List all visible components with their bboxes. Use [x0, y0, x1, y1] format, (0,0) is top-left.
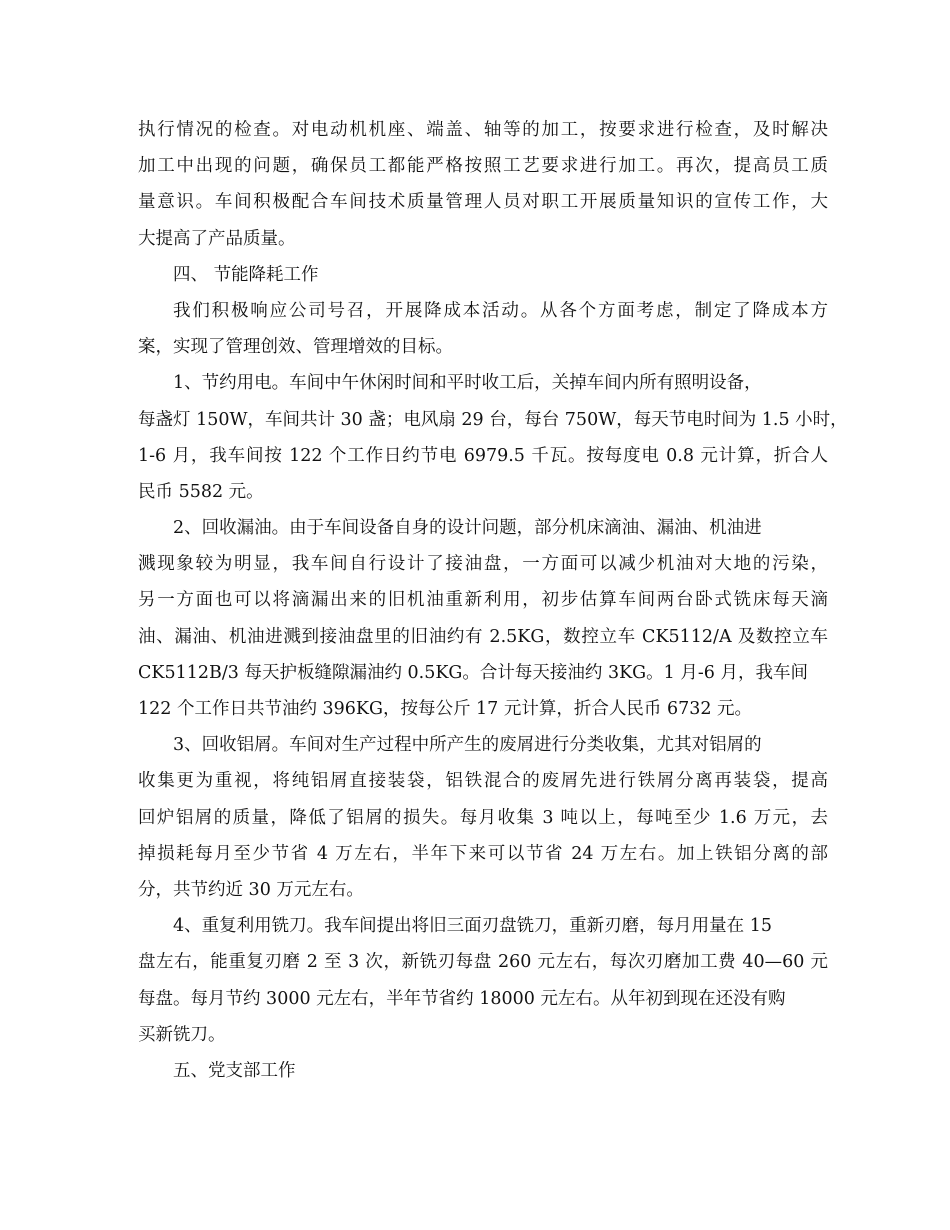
text-line: 3、回收铝屑。车间对生产过程中所产生的废屑进行分类收集，尤其对铝屑的 — [173, 735, 762, 756]
text-line: 加工中出现的问题，确保员工都能严格按照工艺要求进行加工。再次，提高员工质 — [138, 156, 828, 177]
text-line: 民币 5582 元。 — [138, 481, 264, 502]
document-body — [138, 112, 848, 1089]
paragraph-item-2 — [138, 510, 828, 727]
text-line: 4、重复利用铣刀。我车间提出将旧三面刃盘铣刀，重新刃磨，每月用量在 15 — [173, 916, 772, 937]
paragraph-item-1 — [138, 365, 848, 510]
paragraph-intro — [138, 293, 828, 365]
text-line: 油、漏油、机油进溅到接油盘里的旧油约有 2.5KG，数控立车 CK5112/A 及数控立车 — [138, 626, 828, 647]
text-line: 盘左右，能重复刃磨 2 至 3 次，新铣刃每盘 260 元左右，每次刃磨加工费 40—60 元 — [138, 952, 828, 973]
text-line: CK5112B/3 每天护板缝隙漏油约 0.5KG。合计每天接油约 3KG。1 月-6 月，我车间 — [138, 662, 808, 683]
text-line: 四、 节能降耗工作 — [173, 264, 319, 285]
text-line: 案，实现了管理创效、管理增效的目标。 — [138, 337, 453, 358]
text-line: 掉损耗每月至少节省 4 万左右，半年下来可以节省 24 万左右。加上铁铝分离的部 — [138, 843, 828, 864]
text-line: 122 个工作日共节油约 396KG，按每公斤 17 元计算，折合人民币 6732 元。 — [138, 699, 753, 719]
text-line: 大提高了产品质量。 — [138, 228, 296, 249]
text-line: 每盏灯 150W，车间共计 30 盏；电风扇 29 台，每台 750W，每天节电时间为 1.5 小时， — [138, 409, 848, 430]
paragraph-item-4 — [138, 908, 828, 1053]
text-line: 收集更为重视，将纯铝屑直接装袋，铝铁混合的废屑先进行铁屑分离再装袋，提高 — [138, 771, 828, 792]
text-line: 分，共节约近 30 万元左右。 — [138, 879, 364, 900]
text-line: 五、党支部工作 — [173, 1060, 296, 1081]
text-line: 2、回收漏油。由于车间设备自身的设计问题，部分机床滴油、漏油、机油进 — [173, 518, 762, 539]
text-line: 1、节约用电。车间中午休闲时间和平时收工后，关掉车间内所有照明设备， — [173, 373, 762, 394]
text-line: 执行情况的检查。对电动机机座、端盖、轴等的加工，按要求进行检查，及时解决 — [138, 120, 828, 140]
paragraph-heading-five — [138, 1053, 828, 1089]
text-line: 我们积极响应公司号召，开展降成本活动。从各个方面考虑，制定了降成本方 — [173, 300, 828, 321]
text-line: 买新铣刀。 — [138, 1024, 226, 1045]
text-line: 每盘。每月节约 3000 元左右，半年节省约 18000 元左右。从年初到现在还没有购 — [138, 988, 786, 1009]
paragraph-item-3 — [138, 727, 828, 908]
text-line: 另一方面也可以将滴漏出来的旧机油重新利用，初步估算车间两台卧式铣床每天滴 — [138, 590, 828, 611]
paragraph-quality-continued — [138, 112, 828, 257]
text-line: 量意识。车间积极配合车间技术质量管理人员对职工开展质量知识的宣传工作，大 — [138, 192, 828, 213]
text-line: 回炉铝屑的质量，降低了铝屑的损失。每月收集 3 吨以上，每吨至少 1.6 万元，去 — [138, 807, 828, 828]
text-line: 溅现象较为明显，我车间自行设计了接油盘，一方面可以减少机油对大地的污染， — [138, 554, 828, 575]
paragraph-heading-four — [138, 257, 828, 293]
text-line: 1-6 月，我车间按 122 个工作日约节电 6979.5 千瓦。按每度电 0.8 元计算，折合人 — [138, 445, 828, 466]
